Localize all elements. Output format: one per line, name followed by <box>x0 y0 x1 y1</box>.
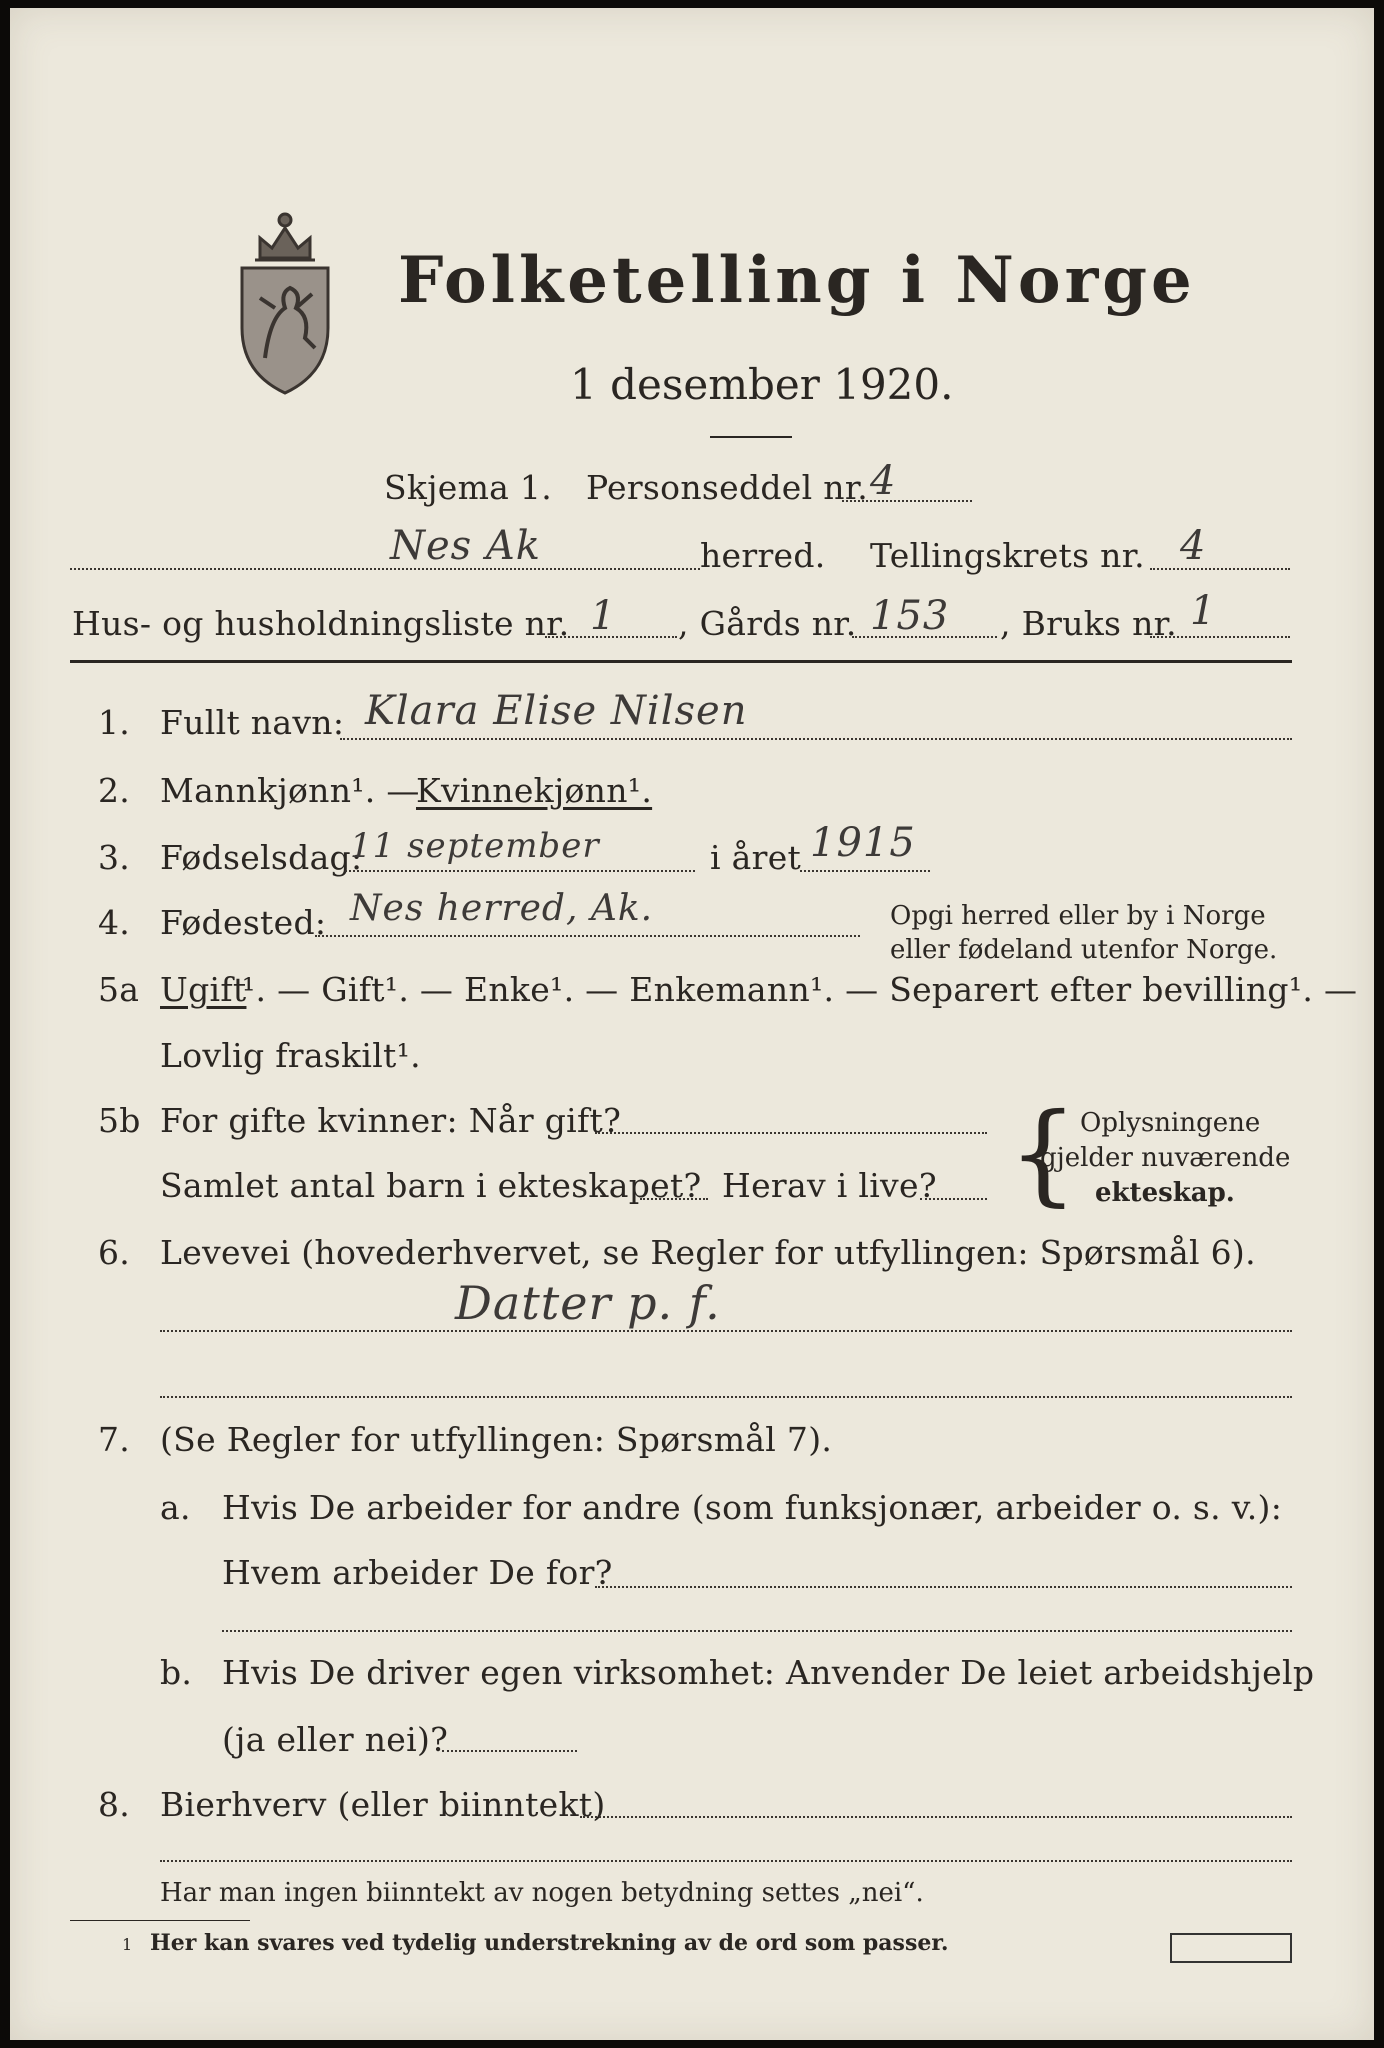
bruks-line <box>1150 636 1290 638</box>
q8-label: Bierhverv (eller biinntekt) <box>160 1785 606 1824</box>
q4-value: Nes herred, Ak. <box>350 888 654 929</box>
q7b-letter: b. <box>160 1653 193 1692</box>
q1-value: Klara Elise Nilsen <box>365 688 748 734</box>
bruks-label: , Bruks nr. <box>1000 604 1177 643</box>
q6-label: Levevei (hovederhvervet, se Regler for utfyllingen: Spørsmål 6). <box>160 1233 1256 1272</box>
hus-label: Hus- og husholdningsliste nr. <box>72 604 570 643</box>
personseddel-line <box>842 500 972 502</box>
q6-line1 <box>160 1330 1292 1332</box>
q3-value: 11 september <box>350 826 600 866</box>
q3-number: 3. <box>98 838 131 877</box>
gards-label: , Gårds nr. <box>678 604 857 643</box>
q7b-text: Hvis De driver egen virksomhet: Anvender De leiet arbeidshjelp <box>222 1653 1315 1692</box>
census-date: 1 desember 1920. <box>570 360 954 409</box>
q3-year-value: 1915 <box>810 820 916 866</box>
q6-value: Datter p. f. <box>455 1276 721 1330</box>
q7b-line <box>442 1750 577 1752</box>
q7-label: (Se Regler for utfyllingen: Spørsmål 7). <box>160 1420 833 1459</box>
skjema-label: Skjema 1. <box>384 468 553 507</box>
title-divider <box>710 436 792 438</box>
tellingskrets-label: Tellingskrets nr. <box>870 536 1145 575</box>
header-divider <box>70 660 1292 663</box>
q3-year-line <box>800 870 930 872</box>
q5b-label-alive: Herav i live? <box>722 1166 937 1205</box>
q1-number: 1. <box>98 703 131 742</box>
q5b-note-line1: Oplysningene <box>1080 1108 1261 1138</box>
q2-female-option: Kvinnekjønn¹. <box>416 771 653 810</box>
q5b-label-children: Samlet antal barn i ekteskapet? <box>160 1166 702 1205</box>
q5a-line2: Lovlig fraskilt¹. <box>160 1036 421 1075</box>
q6-line2 <box>160 1396 1292 1398</box>
q4-note-line2: eller fødeland utenfor Norge. <box>890 935 1278 965</box>
tellingskrets-line <box>1150 568 1290 570</box>
q5b-alive-line <box>920 1198 987 1200</box>
q5b-label-married: For gifte kvinner: Når gift? <box>160 1101 622 1140</box>
bruks-value: 1 <box>1190 588 1217 634</box>
q2-male-option: Mannkjønn¹. — <box>160 771 420 810</box>
norway-coat-of-arms-icon <box>230 198 340 398</box>
q4-note-line1: Opgi herred eller by i Norge <box>890 901 1266 931</box>
printer-stamp <box>1170 1933 1292 1963</box>
q5b-children-line <box>640 1198 708 1200</box>
footnote-text: Her kan svares ved tydelig understrekning av de ord som passer. <box>150 1930 949 1956</box>
q5b-married-line <box>595 1132 987 1134</box>
q8-line2 <box>160 1860 1292 1862</box>
q6-number: 6. <box>98 1233 131 1272</box>
footnote-mark: 1 <box>122 1935 133 1954</box>
q3-label: Fødselsdag: <box>160 838 363 877</box>
q7a-line1 <box>595 1586 1292 1588</box>
q3-year-label: i året <box>710 838 802 877</box>
q1-line <box>340 738 1292 740</box>
footnote-divider <box>70 1920 250 1921</box>
q8-number: 8. <box>98 1785 131 1824</box>
q4-number: 4. <box>98 903 131 942</box>
tellingskrets-value: 4 <box>1180 523 1207 569</box>
q5a-ugift-option: Ugift <box>160 970 247 1009</box>
herred-line <box>70 568 700 570</box>
q7b-question: (ja eller nei)? <box>222 1720 449 1759</box>
personseddel-value: 4 <box>870 458 897 504</box>
gards-value: 153 <box>870 593 950 639</box>
q4-line <box>315 935 860 937</box>
form-title: Folketelling i Norge <box>398 243 1196 318</box>
q7a-question: Hvem arbeider De for? <box>222 1553 613 1592</box>
hus-value: 1 <box>590 593 617 639</box>
herred-label: herred. <box>700 536 826 575</box>
q7a-line2 <box>222 1630 1292 1632</box>
q5a-number: 5a <box>98 970 140 1009</box>
q5b-note-line2: gjelder nuværende <box>1040 1143 1291 1173</box>
personseddel-label: Personseddel nr. <box>586 468 869 507</box>
q4-label: Fødested: <box>160 903 327 942</box>
q8-note: Har man ingen biinntekt av nogen betydning settes „nei“. <box>160 1878 924 1908</box>
q7a-letter: a. <box>160 1488 191 1527</box>
herred-value: Nes Ak <box>390 523 542 569</box>
q5b-brace: { <box>1008 1089 1078 1217</box>
q7a-text: Hvis De arbeider for andre (som funksjonær, arbeider o. s. v.): <box>222 1488 1283 1527</box>
q5b-note-line3: ekteskap. <box>1095 1178 1235 1208</box>
q5b-number: 5b <box>98 1101 141 1140</box>
q2-number: 2. <box>98 771 131 810</box>
census-form <box>10 8 1374 2040</box>
q7-number: 7. <box>98 1420 131 1459</box>
q1-label: Fullt navn: <box>160 703 345 742</box>
q5a-options: ¹. — Gift¹. — Enke¹. — Enkemann¹. — Separert efter bevilling¹. — <box>242 970 1358 1009</box>
q8-line1 <box>580 1816 1292 1818</box>
q3-date-line <box>345 870 695 872</box>
